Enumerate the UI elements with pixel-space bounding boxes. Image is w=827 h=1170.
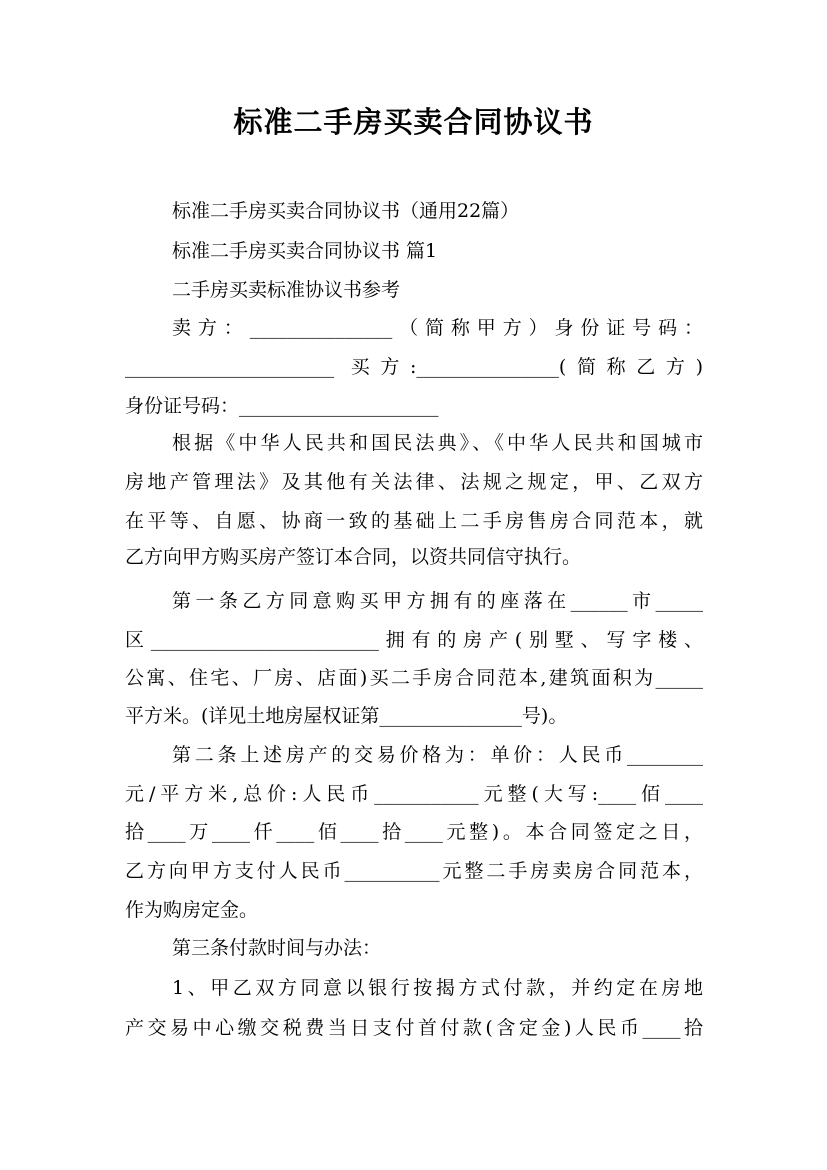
seller-line: 卖方：_______________（简称甲方）身份证号码：: [172, 317, 703, 339]
article-3-line: 产交易中心缴交税费当日支付首付款(含定金)人民币____拾: [125, 1017, 703, 1039]
paragraph-line: 二手房买卖标准协议书参考: [172, 279, 401, 301]
paragraph-line: 根据《中华人民共和国民法典》、《中华人民共和国城市: [172, 432, 703, 454]
article-1-line: 第一条乙方同意购买甲方拥有的座落在______市_____: [172, 590, 703, 612]
article-1-line: 公寓、住宅、厂房、店面)买二手房合同范本,建筑面积为_____: [125, 667, 703, 689]
article-2-line: 乙方向甲方支付人民币__________元整二手房卖房合同范本，: [125, 860, 703, 882]
article-2-line: 作为购房定金。: [125, 899, 259, 921]
buyer-line: ______________________ 买方:_______________(简称乙方): [125, 356, 703, 378]
paragraph-line: 房地产管理法》及其他有关法律、法规之规定，甲、乙双方: [125, 471, 703, 493]
article-1-line: 区________________________拥有的房产(别墅、写字楼、: [125, 629, 703, 651]
article-2-line: 第二条上述房产的交易价格为：单价：人民币________: [172, 744, 703, 766]
article-3-line: 1、甲乙双方同意以银行按揭方式付款，并约定在房地: [172, 977, 703, 999]
paragraph-line: 在平等、自愿、协商一致的基础上二手房售房合同范本，就: [125, 510, 703, 532]
id-number-line: 身份证号码：_____________________: [125, 395, 439, 417]
article-2-line: 元/平方米,总价:人民币___________元整(大写:____佰____: [125, 783, 703, 805]
article-2-line: 拾____万____仟____佰____拾____元整)。本合同签定之日，: [125, 821, 703, 843]
document-title: 标准二手房买卖合同协议书: [233, 105, 594, 139]
subtitle-line: 标准二手房买卖合同协议书（通用22篇）: [172, 200, 520, 222]
article-1-line: 平方米。(详见土地房屋权证第_______________号)。: [125, 705, 568, 727]
paragraph-line: 乙方向甲方购买房产签订本合同，以资共同信守执行。: [125, 546, 582, 568]
article-3-heading: 第三条付款时间与办法：: [172, 937, 382, 959]
section-heading: 标准二手房买卖合同协议书 篇1: [172, 240, 438, 262]
